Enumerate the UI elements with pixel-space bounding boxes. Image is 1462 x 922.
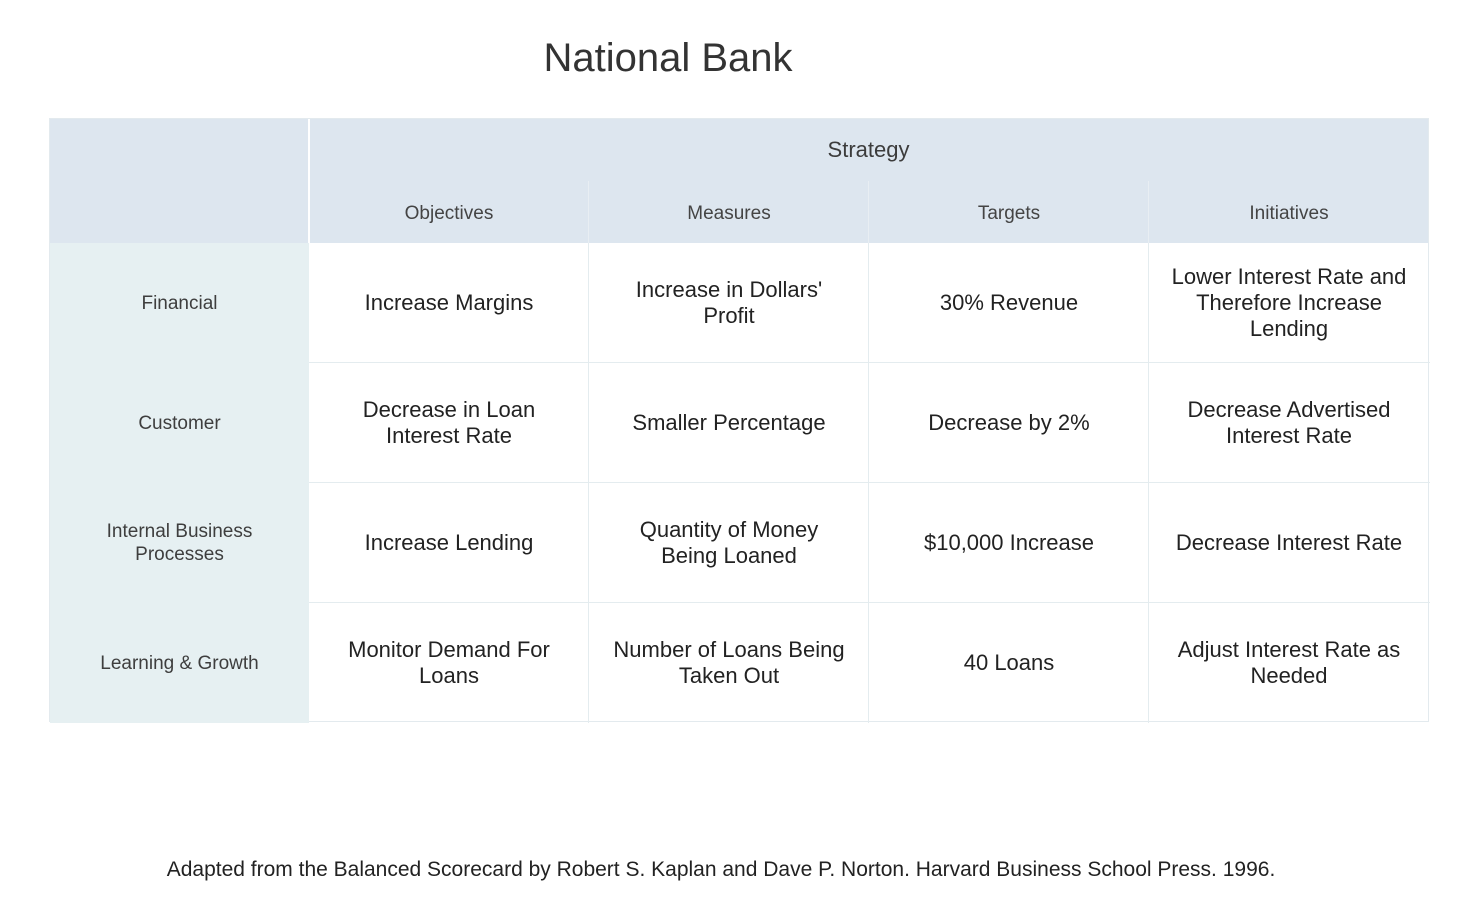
- row-label-learning-growth: Learning & Growth: [100, 652, 259, 674]
- cell-customer-initiative: Decrease Advertised Interest Rate: [1187, 397, 1391, 448]
- source-citation: Adapted from the Balanced Scorecard by Robert S. Kaplan and Dave P. Norton. Harvard Business School Press. 1996.: [166, 858, 1276, 881]
- header-column-divider: [588, 181, 589, 243]
- cell-internal-measure: Quantity of Money Being Loaned: [639, 517, 819, 568]
- cell-learning-measure: Number of Loans Being Taken Out: [613, 637, 845, 688]
- strategy-header: Strategy: [827, 137, 910, 162]
- row-label-financial: Financial: [141, 292, 218, 314]
- cell-learning-initiative: Adjust Interest Rate as Needed: [1177, 637, 1401, 688]
- cell-customer-measure: Smaller Percentage: [632, 410, 826, 435]
- column-header-initiatives: Initiatives: [1249, 203, 1329, 224]
- cell-internal-target: $10,000 Increase: [923, 530, 1095, 555]
- cell-financial-objective: Increase Margins: [364, 290, 534, 315]
- header-column-divider: [1148, 181, 1149, 243]
- row-label-internal-business-processes: Internal Business Processes: [106, 521, 253, 565]
- header-column-divider: [868, 181, 869, 243]
- cell-financial-measure: Increase in Dollars' Profit: [635, 277, 823, 328]
- balanced-scorecard-table: [49, 118, 1429, 722]
- cell-financial-target: 30% Revenue: [939, 290, 1079, 315]
- column-header-objectives: Objectives: [404, 203, 494, 224]
- cell-customer-target: Decrease by 2%: [928, 410, 1090, 435]
- cell-customer-objective: Decrease in Loan Interest Rate: [362, 397, 536, 448]
- row-label-customer: Customer: [138, 412, 221, 434]
- page-title: National Bank: [543, 36, 793, 80]
- cell-financial-initiative: Lower Interest Rate and Therefore Increase Lending: [1171, 264, 1407, 341]
- column-header-measures: Measures: [687, 203, 771, 224]
- cell-learning-target: 40 Loans: [963, 650, 1055, 675]
- cell-internal-initiative: Decrease Interest Rate: [1175, 530, 1403, 555]
- column-header-targets: Targets: [977, 203, 1041, 224]
- cell-internal-objective: Increase Lending: [364, 530, 534, 555]
- cell-learning-objective: Monitor Demand For Loans: [348, 637, 550, 688]
